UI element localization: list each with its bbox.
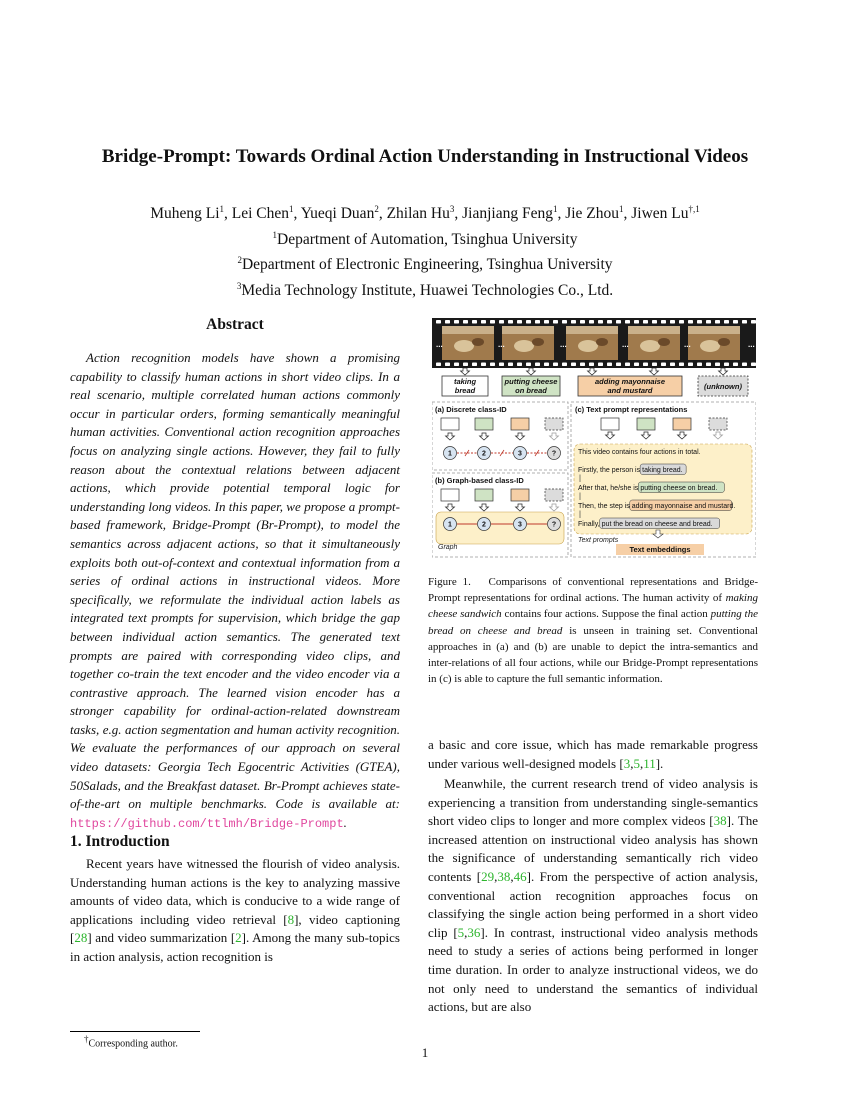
down-arrow-icon [516, 504, 525, 511]
frame-highlight [566, 326, 618, 334]
citation-link[interactable]: 5 [633, 755, 640, 771]
class-id-label: 3 [518, 521, 522, 529]
down-arrow-icon [446, 504, 455, 511]
down-arrow-icon [588, 368, 597, 375]
sprocket-hole [679, 320, 684, 324]
sprocket-hole [490, 320, 495, 324]
sprocket-hole [481, 320, 486, 324]
sprocket-hole [589, 363, 594, 367]
frame-arrows [461, 368, 728, 375]
author-block [0, 199, 850, 302]
sprocket-hole [652, 320, 657, 324]
citation-link[interactable]: 2 [235, 930, 242, 946]
action-box [601, 418, 619, 430]
sprocket-hole [715, 320, 720, 324]
author: Jiwen $Lu^{\dagger,1}$ [631, 204, 700, 223]
author-names [0, 199, 850, 225]
citation-link[interactable]: 11 [643, 755, 656, 771]
down-arrow-icon [480, 433, 489, 440]
action-box [511, 418, 529, 430]
down-arrow-icon [446, 433, 455, 440]
citation-link[interactable]: 5 [457, 924, 465, 940]
sprocket-hole [562, 320, 567, 324]
class-id-label: 2 [482, 450, 486, 458]
citation-link[interactable]: 8 [287, 911, 295, 927]
action-box [545, 489, 563, 501]
sprocket-hole [697, 363, 702, 367]
sprocket-hole [436, 363, 441, 367]
frame-plate [514, 340, 534, 352]
sprocket-hole [454, 363, 459, 367]
sprocket-hole [643, 363, 648, 367]
sprocket-hole [625, 320, 630, 324]
sprocket-hole [715, 363, 720, 367]
frame-ellipsis: ... [748, 340, 755, 349]
sprocket-hole [679, 363, 684, 367]
prompt-prefix: Finally, [578, 521, 600, 528]
panel-b-diagram [441, 489, 563, 531]
affiliation: $^2$Department of Electronic Engineering, Tsinghua University [237, 255, 613, 274]
frame-hand [472, 338, 484, 346]
label-text: (unknown) [704, 382, 742, 391]
affiliation: $^3$Media Technology Institute, Huawei Technologies Co., Ltd. [236, 280, 614, 300]
text-embeddings-label: Text embeddings [629, 545, 691, 554]
sprocket-hole [643, 320, 648, 324]
sprocket-hole [499, 320, 504, 324]
sprocket-hole [670, 320, 675, 324]
intro-paragraph-1: Recent years have witnessed the flourish of video analysis. Understanding human actions is the key to analyzing massive amounts of video data, which is conducive to a wide range of applications including video retrieval [8], video captioning [28] and video summarization [2]. Among the many sub-topics in action analysis, action recognition is [70, 856, 401, 964]
label-text: adding mayonnaise [594, 377, 666, 386]
sprocket-hole [652, 363, 657, 367]
down-arrow-icon [714, 432, 723, 439]
sprocket-hole [607, 363, 612, 367]
down-arrow-icon [550, 504, 559, 511]
sprocket-hole [733, 320, 738, 324]
down-arrow-icon [678, 432, 687, 439]
prompt-prefix: Then, the step is [578, 503, 630, 510]
sprocket-hole [616, 363, 621, 367]
sprocket-hole [499, 363, 504, 367]
citation-link[interactable]: 38 [497, 868, 511, 884]
class-id-label: 3 [518, 450, 522, 458]
down-arrow-icon [642, 432, 651, 439]
sprocket-hole [598, 363, 603, 367]
prompt-prefix: Firstly, the person is [578, 467, 641, 474]
intro-paragraph-2: Meanwhile, the current research trend of video analysis is experiencing a transition from understanding single-semantics short video clips to longer and more complex videos [38]. The increased attention on instructional video analysis has shown the significance of understanding semantically rich video contents [29,38,46]. From the perspective of action analysis, conventional action recognition approaches focus on classifying the single action being performed in a short video clip [5,36]. In contrast, instructional video analysis methods need to study a series of actions being performed in longer time duration. In order to analyze instructional videos, we do not only need to understand the semantics of individual actions, but are also [428, 776, 758, 1015]
class-id-label: 1 [448, 521, 452, 529]
sprocket-hole [634, 363, 639, 367]
panel-a-title: (a) Discrete class-ID [435, 405, 507, 414]
class-id-label: ? [551, 450, 557, 458]
sprocket-hole [508, 320, 513, 324]
action-box [441, 489, 459, 501]
sprocket-hole [706, 320, 711, 324]
intro-paragraph-1-continued: a basic and core issue, which has made remarkable progress under various well-designed models [3,5,11]. [428, 737, 758, 771]
sprocket-hole [688, 320, 693, 324]
sprocket-hole [544, 363, 549, 367]
frame-plate [640, 340, 660, 352]
down-arrow-icon [550, 433, 559, 440]
sprocket-hole [508, 363, 513, 367]
action-box [511, 489, 529, 501]
label-text: and mustard [607, 386, 653, 395]
prompt-prefix: After that, he/she is [578, 485, 639, 492]
sprocket-hole [463, 363, 468, 367]
down-arrow-icon [527, 368, 536, 375]
panel-b-title: (b) Graph-based class-ID [435, 476, 524, 485]
class-id-label: 1 [448, 450, 452, 458]
label-text: on bread [515, 386, 547, 395]
sprocket-hole [724, 320, 729, 324]
frame-highlight [442, 326, 494, 334]
prompt-action-text: taking bread. [642, 467, 683, 474]
sprocket-hole [589, 320, 594, 324]
sprocket-hole [580, 363, 585, 367]
frame-plate [700, 340, 720, 352]
figure-caption: Figure 1. Comparisons of conventional representations and Bridge-Prompt representations for ordinal actions. The human activity of making cheese sandwich contains four actions. Suppose the final action putting the bread on cheese and bread is unseen in training set. Conventional approaches in (a) and (b) are unable to depict the intra-semantics and inter-relations of all four actions, while our Bridge-Prompt representations in (c) is able to capture the full semantic information. [428, 576, 758, 686]
sprocket-hole [634, 320, 639, 324]
class-id-label: 2 [482, 521, 486, 529]
footnote-rule [70, 1031, 200, 1032]
code-link[interactable]: https://github.com/ttlmh/Bridge-Prompt [70, 816, 344, 831]
down-arrow-icon [606, 432, 615, 439]
sprocket-hole [697, 320, 702, 324]
sprocket-hole [688, 363, 693, 367]
panel-c-diagram [601, 418, 727, 439]
sprocket-hole [751, 363, 756, 367]
frame-hand [718, 338, 730, 346]
figure-1 [432, 318, 756, 558]
frame-hand [532, 338, 544, 346]
affiliation: $^1$Department of Automation, Tsinghua University [272, 229, 578, 248]
citation-link[interactable]: 38 [713, 813, 727, 829]
sprocket-hole [490, 363, 495, 367]
down-arrow-icon [516, 433, 525, 440]
action-box [709, 418, 727, 430]
frame-highlight [502, 326, 554, 334]
frame-ellipsis: ... [684, 340, 691, 349]
down-arrow-icon [719, 368, 728, 375]
frame-plate [454, 340, 474, 352]
section-heading-introduction: 1. Introduction [70, 833, 170, 850]
citation-link[interactable]: 46 [513, 868, 527, 884]
sprocket-hole [445, 320, 450, 324]
prompt-action-text: putting cheese on bread. [640, 485, 718, 492]
action-box [441, 418, 459, 430]
frame-ellipsis: ... [622, 340, 629, 349]
down-arrow-icon [650, 368, 659, 375]
down-arrow-icon [461, 368, 470, 375]
citation-link[interactable]: 3 [623, 755, 631, 771]
sprocket-hole [436, 320, 441, 324]
prompt-action-text: put the bread on cheese and bread. [601, 521, 713, 528]
action-box [475, 489, 493, 501]
author: Jie Zhou$^1$, [565, 204, 632, 223]
sprocket-hole [454, 320, 459, 324]
sprocket-hole [742, 363, 747, 367]
sprocket-hole [571, 320, 576, 324]
sprocket-hole [553, 320, 558, 324]
panel-c-title: (c) Text prompt representations [575, 405, 688, 414]
sprocket-hole [661, 363, 666, 367]
footnote: †Corresponding author. [84, 1034, 178, 1050]
sprocket-hole [535, 363, 540, 367]
frame-ellipsis: ... [498, 340, 505, 349]
graph-label: Graph [438, 544, 458, 551]
action-box [673, 418, 691, 430]
author: Lei Chen$^1$, [231, 204, 301, 223]
frame-ellipsis: ... [560, 340, 567, 349]
frame-hand [658, 338, 670, 346]
action-box [545, 418, 563, 430]
frame-highlight [628, 326, 680, 334]
author: Zhilan Hu$^3$, [386, 204, 463, 223]
author: Muheng Li$^1$, [150, 204, 232, 223]
label-text: taking [453, 377, 477, 386]
prompt-action-text: adding mayonnaise and mustard. [631, 503, 736, 510]
sprocket-hole [517, 363, 522, 367]
panel-a-diagram [441, 418, 563, 460]
sprocket-hole [544, 320, 549, 324]
page-number: 1 [421, 1045, 429, 1060]
abstract-text: Action recognition models have shown a promising capability to classify human actions in short video clips. In a real scenario, multiple correlated human actions commonly occur in particular orders, forming semantically meaningful human activities. Conventional action recognition approaches focus on analyzing single actions. However, they fail to fully reason about the contextual relations between adjacent actions, which provide potential temporal logic for understanding long videos. In this paper, we propose a prompt-based framework, Bridge-Prompt (Br-Prompt), to model the semantics across adjacent actions, so that it simultaneously exploits both out-of-context and contextual information from a series of ordinal actions in instructional videos. More specifically, we reformulate the individual action labels as integrated text prompts for supervision, which bridge the gap between individual action semantics. The generated text prompts are paired with corresponding video clips, and together co-train the text encoder and the video encoder via a contrastive approach. The learned vision encoder has a stronger capability for ordinal-action-related downstream tasks, e.g. action segmentation and human activity recognition. We evaluate the performances of our approach on several video datasets: Georgia Tech Egocentric Activities (GTEA), 50Salads, and the Breakfast dataset. Br-Prompt achieves state-of-the-art on multiple benchmarks. Code is available at: https://github.com/ttlmh/Bridge-Prompt. [70, 350, 400, 831]
author: Jianjiang Feng$^1$, [462, 204, 566, 223]
down-arrow-icon [480, 504, 489, 511]
sprocket-hole [706, 363, 711, 367]
citation-link[interactable]: 36 [467, 924, 481, 940]
text-prompts-label: Text prompts [578, 537, 619, 544]
frame-hand [596, 338, 608, 346]
sprocket-hole [526, 363, 531, 367]
sprocket-hole [472, 363, 477, 367]
sprocket-hole [535, 320, 540, 324]
citation-link[interactable]: 28 [74, 930, 88, 946]
sprocket-hole [661, 320, 666, 324]
sprocket-hole [724, 363, 729, 367]
frame-plate [578, 340, 598, 352]
citation-link[interactable]: 29 [481, 868, 495, 884]
sprocket-hole [742, 320, 747, 324]
sprocket-hole [598, 320, 603, 324]
sprocket-hole [625, 363, 630, 367]
action-box [475, 418, 493, 430]
prompt-intro: This video contains four actions in total. [578, 449, 701, 456]
sprocket-hole [571, 363, 576, 367]
video-frames [436, 326, 755, 360]
sprocket-hole [553, 363, 558, 367]
sprocket-hole [751, 320, 756, 324]
frame-ellipsis: ... [436, 340, 443, 349]
frame-highlight [688, 326, 740, 334]
author: Yueqi Duan$^2$, [300, 204, 387, 223]
sprocket-hole [607, 320, 612, 324]
sprocket-hole [472, 320, 477, 324]
sprocket-hole [517, 320, 522, 324]
sprocket-hole [670, 363, 675, 367]
sprocket-hole [445, 363, 450, 367]
sprocket-hole [481, 363, 486, 367]
sprocket-hole [616, 320, 621, 324]
label-text: bread [454, 386, 476, 395]
label-text: putting cheese [504, 377, 558, 386]
sprocket-hole [463, 320, 468, 324]
sprocket-hole [562, 363, 567, 367]
class-id-label: ? [551, 521, 557, 529]
action-box [637, 418, 655, 430]
sprocket-hole [733, 363, 738, 367]
abstract-heading: Abstract [206, 316, 264, 333]
paper-title: Bridge-Prompt: Towards Ordinal Action Understanding in Instructional Videos [101, 146, 749, 167]
sprocket-hole [580, 320, 585, 324]
sprocket-hole [526, 320, 531, 324]
